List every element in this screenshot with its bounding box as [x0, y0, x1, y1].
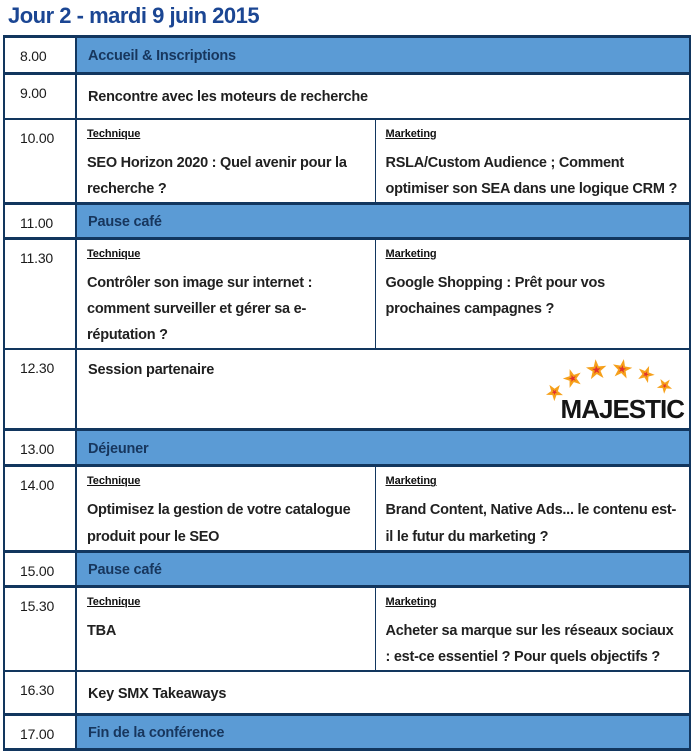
session-cell: Pause café	[76, 551, 690, 586]
marketing-cell	[375, 466, 690, 551]
time-cell: 9.00	[4, 74, 76, 119]
session-cell: Pause café	[76, 203, 690, 238]
schedule-table	[3, 35, 691, 751]
time-cell: 11.00	[4, 203, 76, 238]
session-title: SEO Horizon 2020 : Quel avenir pour la recherche ?	[87, 154, 347, 197]
track-label-marketing: Marketing	[385, 475, 437, 488]
table-row	[4, 551, 690, 586]
technique-cell	[76, 586, 375, 671]
star-icon: ★	[587, 359, 606, 383]
session-cell: Déjeuner	[76, 430, 690, 466]
track-label-technique: Technique	[87, 127, 141, 140]
session-cell: Rencontre avec les moteurs de recherche	[76, 74, 690, 119]
session-title: Contrôler son image sur internet : comment surveiller et gérer sa e-réputation ?	[87, 274, 313, 343]
partner-session-cell	[76, 349, 690, 430]
table-row	[4, 349, 690, 430]
majestic-logo	[544, 358, 685, 425]
table-row	[4, 238, 690, 349]
star-icon: ★	[655, 376, 674, 396]
time-cell: 10.00	[4, 119, 76, 204]
track-label-technique: Technique	[87, 247, 141, 260]
table-row	[4, 119, 690, 204]
track-label-marketing: Marketing	[385, 127, 437, 140]
table-row	[4, 430, 690, 466]
track-label-technique: Technique	[87, 475, 141, 488]
time-cell: 16.30	[4, 671, 76, 715]
technique-cell	[76, 238, 375, 349]
track-label-technique: Technique	[87, 595, 141, 608]
technique-cell	[76, 119, 375, 204]
track-label-marketing: Marketing	[385, 247, 437, 260]
marketing-cell	[375, 119, 690, 204]
time-cell: 15.00	[4, 551, 76, 586]
time-cell: 17.00	[4, 715, 76, 750]
session-title: Session partenaire	[88, 361, 215, 378]
session-cell: Accueil & Inscriptions	[76, 37, 690, 74]
star-icon: ★	[636, 364, 655, 386]
session-title: Acheter sa marque sur les réseaux sociaux : est-ce essentiel ? Pour quels objectifs ?	[385, 622, 674, 665]
time-cell: 8.00	[4, 37, 76, 74]
table-row	[4, 466, 690, 551]
star-icon: ★	[544, 382, 565, 404]
session-title: Brand Content, Native Ads... le contenu est-il le futur du marketing ?	[385, 502, 677, 545]
schedule-page	[0, 3, 692, 743]
session-title: Google Shopping : Prêt pour vos prochaines campagnes ?	[385, 274, 605, 317]
table-row	[4, 74, 690, 119]
table-row	[4, 586, 690, 671]
majestic-logo-text: MAJESTIC	[560, 394, 685, 425]
table-row	[4, 203, 690, 238]
star-icon: ★	[612, 358, 632, 381]
table-row	[4, 715, 690, 750]
session-cell: Fin de la conférence	[76, 715, 690, 750]
time-cell: 13.00	[4, 430, 76, 466]
session-title: Optimisez la gestion de votre catalogue produit pour le SEO	[87, 502, 351, 545]
table-row	[4, 671, 690, 715]
page-title: Jour 2 - mardi 9 juin 2015	[8, 3, 260, 28]
time-cell: 11.30	[4, 238, 76, 349]
technique-cell	[76, 466, 375, 551]
marketing-cell	[375, 238, 690, 349]
time-cell: 14.00	[4, 466, 76, 551]
track-label-marketing: Marketing	[385, 595, 437, 608]
marketing-cell	[375, 586, 690, 671]
star-icon: ★	[562, 367, 583, 391]
session-title: TBA	[87, 622, 117, 639]
time-cell: 15.30	[4, 586, 76, 671]
session-cell: Key SMX Takeaways	[76, 671, 690, 715]
table-row	[4, 37, 690, 74]
session-title: RSLA/Custom Audience ; Comment optimiser son SEA dans une logique CRM ?	[385, 154, 678, 197]
time-cell: 12.30	[4, 349, 76, 430]
